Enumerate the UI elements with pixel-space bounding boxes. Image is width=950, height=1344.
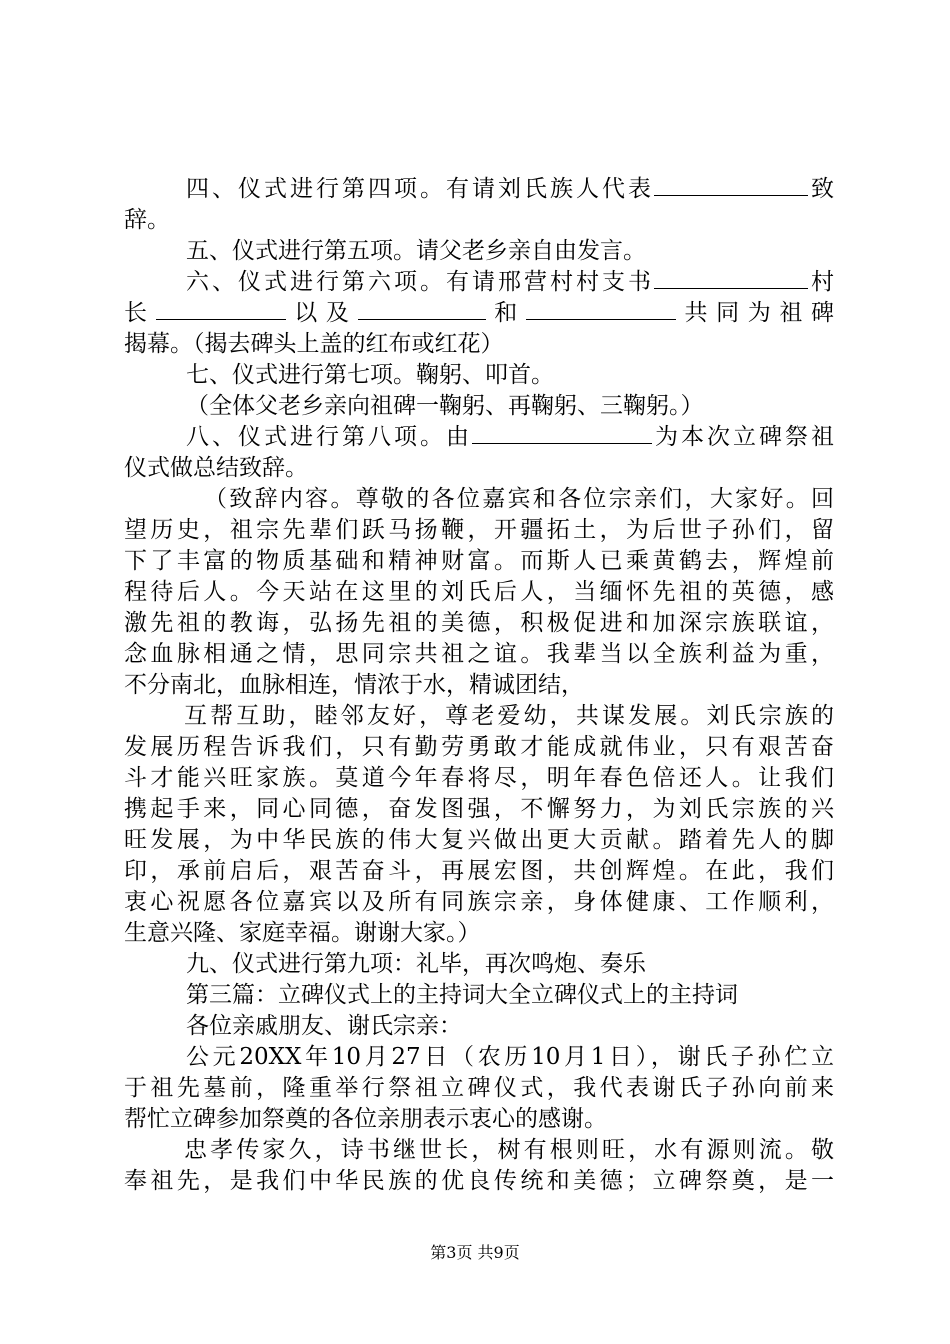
paragraph-line: 斗才能兴旺家族。莫道今年春将尽，明年春色倍还人。让我们: [124, 765, 834, 791]
fill-in-blank: [358, 299, 486, 320]
paragraph-line: 六、仪式进行第六项。有请邢营村村支书 村: [186, 269, 834, 295]
paragraph-line: 印，承前启后，艰苦奋斗，再展宏图，共创辉煌。在此，我们: [124, 858, 834, 884]
paragraph-line: 旺发展，为中华民族的伟大复兴做出更大贡献。踏着先人的脚: [124, 827, 834, 853]
fill-in-blank: [472, 423, 652, 444]
paragraph-line: 生意兴隆、家庭幸福。谢谢大家。）: [124, 920, 481, 946]
paragraph-line: 于祖先墓前，隆重举行祭祖立碑仪式，我代表谢氏子孙向前来: [124, 1075, 834, 1101]
paragraph-line: 辞。: [124, 207, 170, 233]
paragraph-line: 望历史，祖宗先辈们跃马扬鞭，开疆拓土，为后世子孙们，留: [124, 517, 834, 543]
paragraph-line: 揭幕。（揭去碑头上盖的红布或红花）: [124, 331, 504, 357]
paragraph-line: 仪式做总结致辞。: [124, 455, 308, 481]
paragraph-line: 衷心祝愿各位嘉宾以及所有同族宗亲，身体健康、工作顺利，: [124, 889, 834, 915]
paragraph-line: 忠孝传家久，诗书继世长，树有根则旺，水有源则流。敬: [184, 1137, 834, 1163]
fill-in-blank: [654, 268, 808, 289]
paragraph-line: 七、仪式进行第七项。鞠躬、叩首。: [186, 362, 554, 388]
paragraph-line: 公元20XX年10月27日（农历10月1日），谢氏子孙伫立: [186, 1044, 834, 1070]
paragraph-line: （致辞内容。尊敬的各位嘉宾和各位宗亲们，大家好。回: [204, 486, 834, 512]
section-heading: 第三篇：立碑仪式上的主持词大全立碑仪式上的主持词: [186, 982, 738, 1008]
paragraph-line: 四、仪式进行第四项。有请刘氏族人代表 致: [186, 176, 834, 202]
page-footer: 第3页 共9页: [430, 1243, 520, 1262]
fill-in-blank: [654, 175, 808, 196]
paragraph-line: 长 以及 和 共同为祖碑: [124, 300, 835, 326]
paragraph-line: 互帮互助，睦邻友好，尊老爱幼，共谋发展。刘氏宗族的: [184, 703, 834, 729]
paragraph-line: 激先祖的教诲，弘扬先祖的美德，积极促进和加深宗族联谊，: [124, 610, 834, 636]
paragraph-line: 不分南北，血脉相连，情浓于水，精诚团结，: [124, 672, 584, 698]
paragraph-line: 携起手来，同心同德，奋发图强，不懈努力，为刘氏宗族的兴: [124, 796, 834, 822]
paragraph-line: 帮忙立碑参加祭奠的各位亲朋表示衷心的感谢。: [124, 1106, 607, 1132]
paragraph-line: 念血脉相通之情，思同宗共祖之谊。我辈当以全族利益为重，: [124, 641, 834, 667]
paragraph-line: 发展历程告诉我们，只有勤劳勇敢才能成就伟业，只有艰苦奋: [124, 734, 834, 760]
paragraph-line: （全体父老乡亲向祖碑一鞠躬、再鞠躬、三鞠躬。）: [186, 393, 704, 419]
salutation-line: 各位亲戚朋友、谢氏宗亲：: [186, 1013, 462, 1039]
paragraph-line: 五、仪式进行第五项。请父老乡亲自由发言。: [186, 238, 646, 264]
fill-in-blank: [526, 299, 676, 320]
paragraph-line: 程待后人。今天站在这里的刘氏后人，当缅怀先祖的英德，感: [124, 579, 834, 605]
paragraph-line: 下了丰富的物质基础和精神财富。而斯人已乘黄鹤去，辉煌前: [124, 548, 834, 574]
paragraph-line: 九、仪式进行第九项：礼毕，再次鸣炮、奏乐: [186, 951, 646, 977]
document-body: [124, 174, 834, 1197]
fill-in-blank: [156, 299, 286, 320]
paragraph-line: 八、仪式进行第八项。由 为本次立碑祭祖: [186, 424, 834, 450]
paragraph-line: 奉祖先，是我们中华民族的优良传统和美德；立碑祭奠，是一: [124, 1168, 834, 1194]
